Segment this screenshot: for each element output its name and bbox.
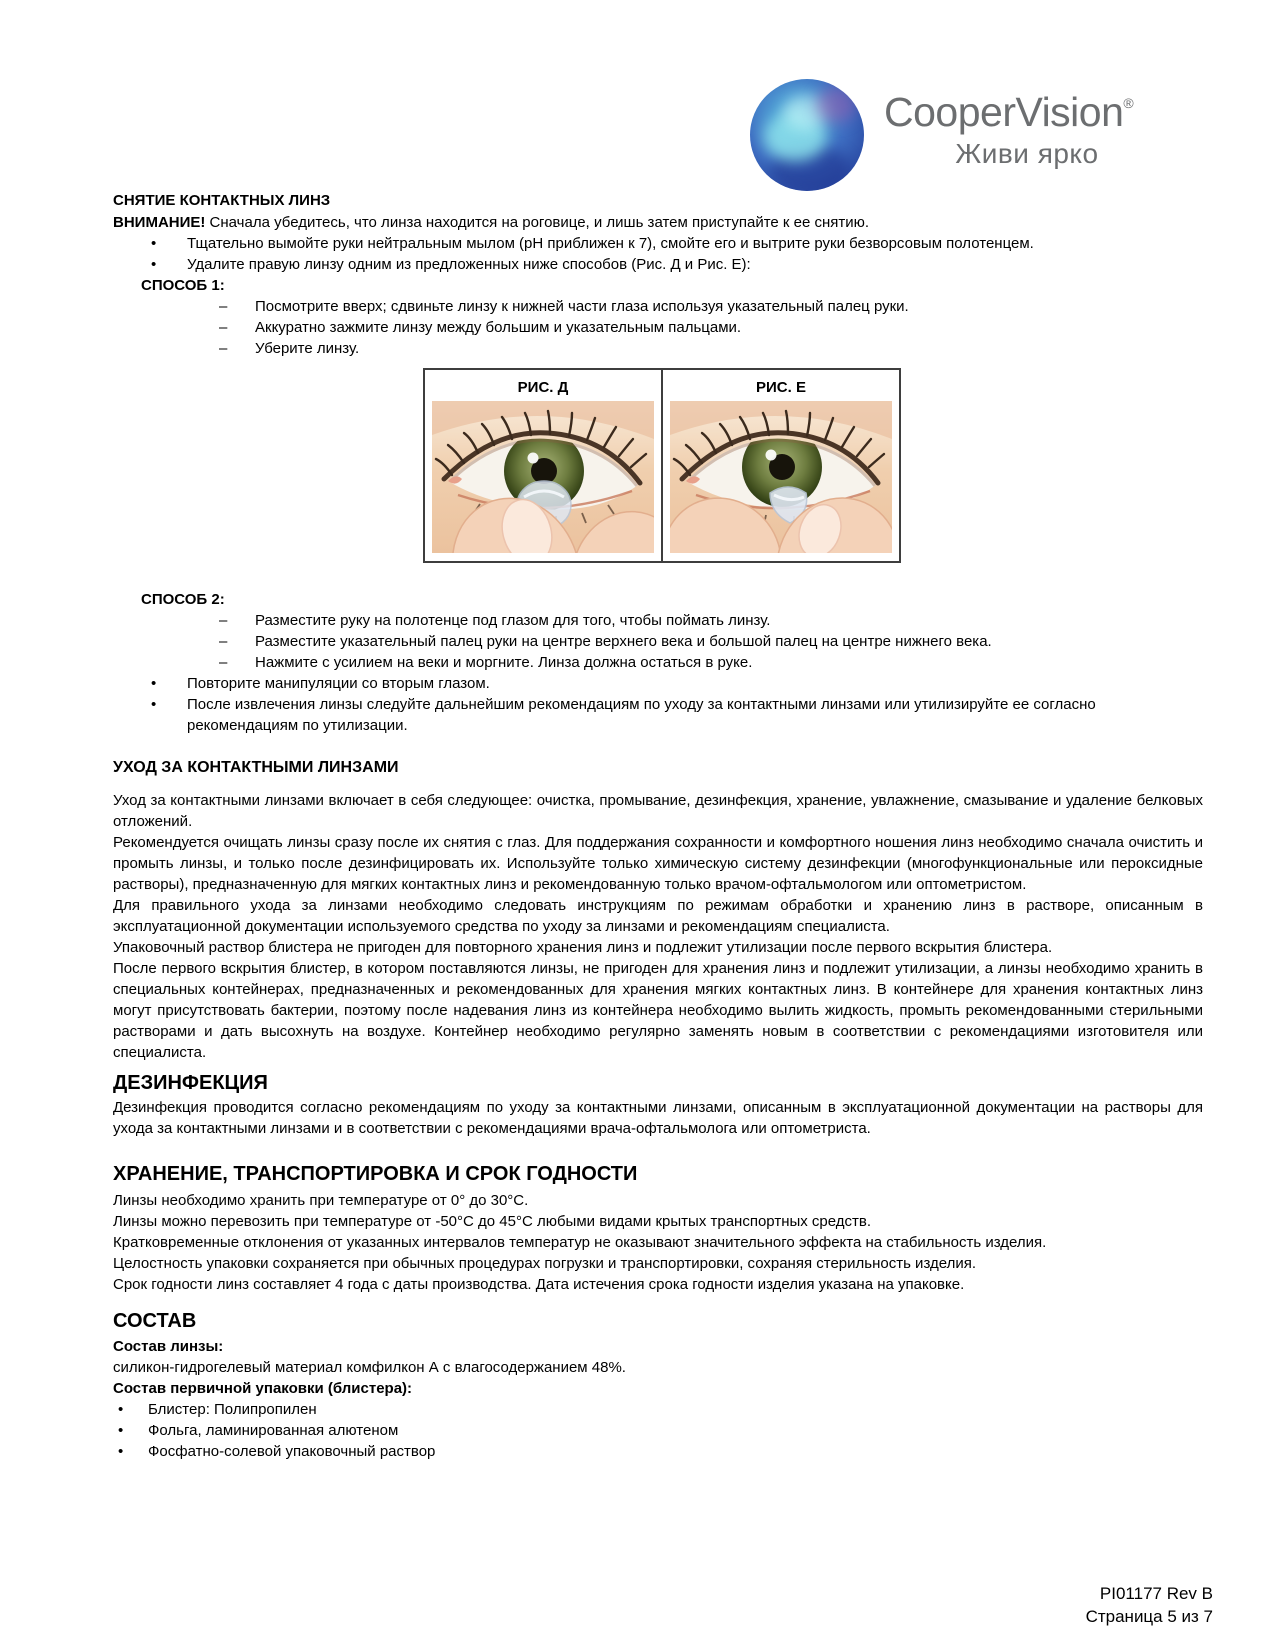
list-item — [113, 1441, 1203, 1462]
list-item-text: После извлечения линзы следуйте дальнейшим рекомендациям по уходу за контактными линзами или утилизируйте ее согласно рекомендациям по утилизации. — [187, 696, 1096, 734]
warning-label: ВНИМАНИЕ! — [113, 214, 206, 231]
dash-marker: – — [219, 633, 228, 650]
bullet-marker: • — [151, 256, 157, 273]
figure-cell-d — [425, 370, 661, 561]
list-item-text: Удалите правую линзу одним из предложенных ниже способов (Рис. Д и Рис. Е): — [187, 256, 751, 273]
warning-line — [113, 212, 1203, 233]
method1-label: СПОСОБ 1: — [141, 277, 225, 294]
dash-marker: – — [219, 654, 228, 671]
dash-marker: – — [219, 298, 228, 315]
list-item — [113, 631, 1203, 652]
figure-label-d: РИС. Д — [517, 379, 569, 396]
section-title-disinfection: ДЕЗИНФЕКЦИЯ — [113, 1072, 268, 1094]
list-item — [113, 610, 1203, 631]
bullet-marker: • — [118, 1401, 124, 1418]
figure-table — [423, 368, 901, 563]
coopervision-logo — [884, 80, 1170, 170]
list-item — [113, 296, 1203, 317]
coopervision-globe-icon — [750, 79, 864, 191]
paragraph: Линзы можно перевозить при температуре от -50°С до 45°С любыми видами крытых транспортных средств. — [113, 1213, 872, 1230]
list-item — [113, 1420, 1203, 1441]
paragraph: Кратковременные отклонения от указанных интервалов температур не оказывают значительного эффекта на стабильность изделия. — [113, 1234, 1047, 1251]
list-item-text: Фольга, ламинированная алютеном — [148, 1422, 399, 1439]
document-body — [113, 190, 1203, 1462]
section-title-composition: СОСТАВ — [113, 1310, 197, 1332]
eye-lens-fold-illustration — [670, 401, 892, 553]
brand-name — [884, 80, 1170, 135]
list-item — [113, 652, 1203, 673]
paragraph: Линзы необходимо хранить при температуре от 0° до 30°С. — [113, 1192, 529, 1209]
bullet-marker: • — [151, 235, 157, 252]
section-title-care: УХОД ЗА КОНТАКТНЫМИ ЛИНЗАМИ — [113, 759, 399, 776]
list-item — [113, 233, 1203, 254]
composition-package-label: Состав первичной упаковки (блистера): — [113, 1380, 413, 1397]
list-item — [113, 317, 1203, 338]
section-title-removal: СНЯТИЕ КОНТАКТНЫХ ЛИНЗ — [113, 192, 331, 209]
list-item — [113, 1399, 1203, 1420]
list-item-text: Блистер: Полипропилен — [148, 1401, 317, 1418]
eye-lens-pinch-illustration — [432, 401, 654, 553]
paragraph: Целостность упаковки сохраняется при обычных процедурах погрузки и транспортировки, сохраняя стерильность изделия. — [113, 1255, 977, 1272]
bullet-marker: • — [118, 1422, 124, 1439]
bullet-marker: • — [118, 1443, 124, 1460]
list-item-text: Уберите линзу. — [255, 340, 360, 357]
list-item-text: Тщательно вымойте руки нейтральным мылом (pH приближен к 7), смойте его и вытрите руки безворсовым полотенцем. — [187, 235, 1034, 252]
document-id: PI01177 Rev B — [1099, 1584, 1213, 1603]
paragraph: После первого вскрытия блистер, в котором поставляются линзы, не пригоден для хранения линз и подлежит утилизации, а линзы необходимо хранить в специальных контейнерах, предназначенных и рекомендованных для хранения мягких контактных линз. В контейнере для хранения контактных линз могут присутствовать бактерии, поэтому после надевания линз из контейнера необходимо вылить жидкость, промыть рекомендованными стерильными растворами и дать высохнуть на воздухе. Контейнер необходимо регулярно заменять новым в соответствии с рекомендациями изготовителя или специалиста. — [113, 960, 1203, 1061]
bullet-marker: • — [151, 696, 157, 713]
paragraph: Дезинфекция проводится согласно рекомендациям по уходу за контактными линзами, описанным в эксплуатационной документации на растворы для ухода за контактными линзами и в соответствии с рекомендациями врача-офтальмолога или оптометриста. — [113, 1099, 1203, 1137]
composition-lens-text: силикон-гидрогелевый материал комфилкон А с влагосодержанием 48%. — [113, 1359, 626, 1376]
section-title-storage: ХРАНЕНИЕ, ТРАНСПОРТИРОВКА И СРОК ГОДНОСТИ — [113, 1163, 638, 1185]
paragraph: Уход за контактными линзами включает в себя следующее: очистка, промывание, дезинфекция, хранение, увлажнение, смазывание и удаление белковых отложений. — [113, 792, 1203, 830]
method2-label: СПОСОБ 2: — [141, 591, 225, 608]
brand-text: CooperVision — [884, 89, 1124, 135]
composition-lens-label: Состав линзы: — [113, 1338, 224, 1355]
dash-marker: – — [219, 612, 228, 629]
brand-tagline: Живи ярко — [955, 138, 1099, 169]
list-item — [113, 694, 1203, 736]
dash-marker: – — [219, 319, 228, 336]
paragraph: Рекомендуется очищать линзы сразу после их снятия с глаз. Для поддержания сохранности и комфортного ношения линз необходимо сначала очистить и промыть линзы, и только после дезинфицировать их. Используйте только химическую систему дезинфекции (многофункциональные или пероксидные растворы), предназначенную для мягких контактных линз и рекомендованную только врачом-офтальмологом или оптометристом. — [113, 834, 1203, 893]
list-item-text: Посмотрите вверх; сдвиньте линзу к нижней части глаза используя указательный палец руки. — [255, 298, 909, 315]
page-number: Страница 5 из 7 — [1085, 1607, 1213, 1626]
list-item — [113, 254, 1203, 275]
figure-label-e: РИС. Е — [756, 379, 806, 396]
registered-mark: ® — [1123, 95, 1134, 111]
list-item — [113, 673, 1203, 694]
warning-text: Сначала убедитесь, что линза находится на роговице, и лишь затем приступайте к ее снятию. — [205, 214, 870, 231]
list-item-text: Аккуратно зажмите линзу между большим и указательным пальцами. — [255, 319, 742, 336]
dash-marker: – — [219, 340, 228, 357]
figure-cell-e — [661, 370, 899, 561]
list-item-text: Разместите указательный палец руки на центре верхнего века и большой палец на центре нижнего века. — [255, 633, 992, 650]
paragraph: Упаковочный раствор блистера не пригоден для повторного хранения линз и подлежит утилизации после первого вскрытия блистера. — [113, 939, 1053, 956]
list-item-text: Нажмите с усилием на веки и моргните. Линза должна остаться в руке. — [255, 654, 753, 671]
page-footer — [1086, 1582, 1213, 1628]
list-item-text: Разместите руку на полотенце под глазом для того, чтобы поймать линзу. — [255, 612, 771, 629]
list-item-text: Повторите манипуляции со вторым глазом. — [187, 675, 490, 692]
paragraph: Срок годности линз составляет 4 года с даты производства. Дата истечения срока годности изделия указана на упаковке. — [113, 1276, 965, 1293]
bullet-marker: • — [151, 675, 157, 692]
paragraph: Для правильного ухода за линзами необходимо следовать инструкциям по режимам обработки и хранению линз в растворе, описанным в эксплуатационной документации используемого средства по уходу за линзами и рекомендациям специалиста. — [113, 897, 1203, 935]
list-item — [113, 338, 1203, 359]
list-item-text: Фосфатно-солевой упаковочный раствор — [148, 1443, 436, 1460]
